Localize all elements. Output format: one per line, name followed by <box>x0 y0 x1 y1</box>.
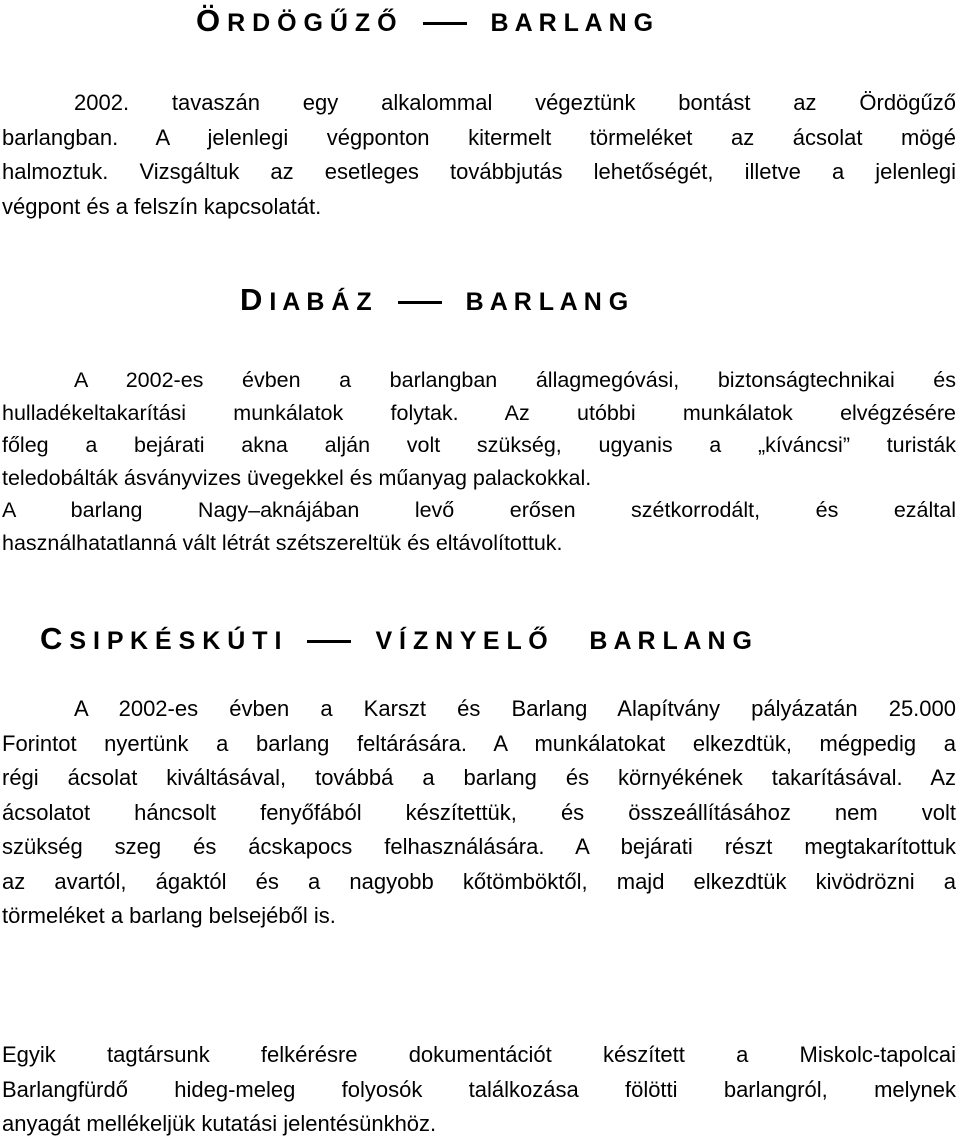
paragraph-ordoguzo <box>2 86 956 224</box>
paragraph-line: az avartól, ágaktól és a nagyobb kőtömböktől, majd elkezdtük kivödrözni a <box>2 868 956 894</box>
heading-title: S I P K É S K Ú T I <box>69 627 282 655</box>
paragraph-line: szükség szeg és ácskapocs felhasználására. A bejárati részt megtakarítottuk <box>2 834 956 859</box>
paragraph-line: ácsolatot háncsolt fenyőfából készítettük, és összeállításához nem volt <box>2 799 956 825</box>
paragraph-line: régi ácsolat kiváltásával, továbbá a barlang és környékének takarításával. Az <box>2 765 956 790</box>
paragraph-line: használhatatlanná vált létrát szétszereltük és eltávolítottuk. <box>2 530 563 555</box>
heading-diabaz <box>240 282 629 317</box>
heading-suffix: B A R L A N G <box>490 9 654 37</box>
heading-dash <box>423 22 467 25</box>
heading-suffix: B A R L A N G <box>589 627 752 655</box>
paragraph-line: teledobálták ásványvizes üvegekkel és műanyag palackokkal. <box>2 465 592 490</box>
paragraph-line: Forintot nyertünk a barlang feltárására. A munkálatokat elkezdtük, mégpedig a <box>2 730 956 756</box>
paragraph-line: végpont és a felszín kapcsolatát. <box>2 193 322 219</box>
heading-initial: D <box>240 282 263 317</box>
heading-initial: Ö <box>196 3 221 38</box>
paragraph-line: A barlang Nagy–aknájában levő erősen szétkorrodált, és ezáltal <box>2 498 956 522</box>
heading-title: R D Ö G Ű Z Ő <box>227 9 397 37</box>
heading-dash <box>398 301 442 304</box>
paragraph-closing <box>2 1038 956 1142</box>
paragraph-line: A 2002-es évben a barlangban állagmegóvási, biztonságtechnikai és <box>74 368 956 392</box>
heading-middle: V Í Z N Y E L Ő <box>375 627 548 655</box>
heading-dash <box>307 640 351 643</box>
heading-initial: C <box>40 621 63 656</box>
paragraph-line: Barlangfürdő hideg-meleg folyosók találkozása fölötti barlangról, melynek <box>2 1076 956 1102</box>
paragraph-line: anyagát mellékeljük kutatási jelentésünkhöz. <box>2 1111 437 1136</box>
paragraph-line: barlangban. A jelenlegi végponton kitermelt törmeléket az ácsolat mögé <box>2 124 956 150</box>
heading-ordoguzo <box>196 3 654 38</box>
paragraph-diabaz <box>2 364 956 559</box>
paragraph-line: 2002. tavaszán egy alkalommal végeztünk bontást az Ördögűző <box>74 90 956 115</box>
paragraph-line: főleg a bejárati akna alján volt szükség, ugyanis a „kíváncsi” turisták <box>2 433 956 457</box>
paragraph-line: Egyik tagtársunk felkérésre dokumentációt készített a Miskolc-tapolcai <box>2 1042 956 1067</box>
heading-suffix: B A R L A N G <box>465 288 629 316</box>
heading-title: I A B Á Z <box>269 288 372 316</box>
paragraph-line: törmeléket a barlang belsejéből is. <box>2 903 336 928</box>
paragraph-csipkeskuti <box>2 692 956 934</box>
paragraph-line: hulladékeltakarítási munkálatok folytak. Az utóbbi munkálatok elvégzésére <box>2 400 956 425</box>
paragraph-line: halmoztuk. Vizsgáltuk az esetleges továbbjutás lehetőségét, illetve a jelenlegi <box>2 159 956 184</box>
heading-csipkeskuti <box>40 621 752 656</box>
paragraph-line: A 2002-es évben a Karszt és Barlang Alapítvány pályázatán 25.000 <box>74 696 956 721</box>
